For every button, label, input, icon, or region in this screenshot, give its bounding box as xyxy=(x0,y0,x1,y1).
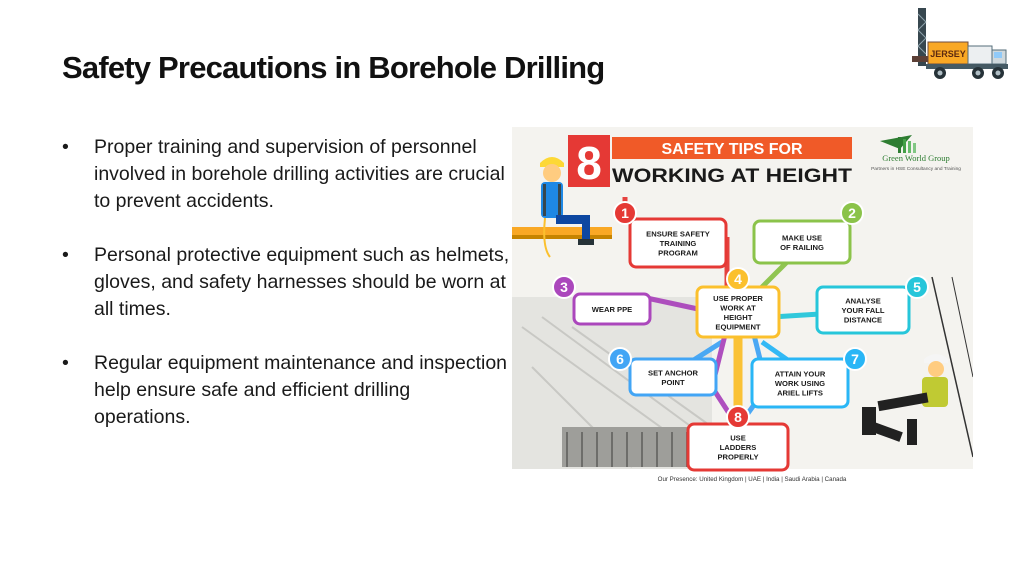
tip-number: 8 xyxy=(734,409,742,425)
tip-number: 4 xyxy=(734,271,742,287)
tip-text: PROGRAM xyxy=(658,248,698,258)
slide-title: Safety Precautions in Borehole Drilling xyxy=(62,50,605,85)
tip-text: OF RAILING xyxy=(780,242,824,252)
tip-text: ENSURE SAFETY xyxy=(646,229,710,239)
tip-number: 5 xyxy=(913,279,921,295)
bullet-marker: • xyxy=(62,136,69,158)
infographic-footer: Our Presence: United Kingdom | UAE | India | Saudi Arabia | Canada xyxy=(657,476,847,483)
tip-text: WEAR PPE xyxy=(591,305,633,314)
bullet-marker: • xyxy=(62,352,69,374)
bullet-text: Regular equipment maintenance and inspection help ensure safe and efficient drilling operations. xyxy=(94,352,508,428)
tip-text: USE xyxy=(730,433,746,443)
bullet-text: Personal protective equipment such as helmets, gloves, and safety harnesses should be worn at all times. xyxy=(94,244,510,320)
tip-text: PROPERLY xyxy=(717,452,759,462)
tip-number: 7 xyxy=(851,351,859,367)
logo-sign-text: JERSEY xyxy=(930,49,966,59)
tip-text: YOUR FALL xyxy=(841,306,885,315)
bullet-item xyxy=(62,134,512,215)
tip-text: EQUIPMENT xyxy=(715,322,761,332)
big-number: 8 xyxy=(576,137,602,189)
tip-number: 6 xyxy=(616,351,624,367)
tip-text: ANALYSE xyxy=(845,296,881,306)
tip-text: ARIEL LIFTS xyxy=(777,388,823,398)
tip-number: 2 xyxy=(848,205,856,221)
header-line1: SAFETY TIPS FOR xyxy=(661,141,803,158)
tip-text: HEIGHT xyxy=(723,312,753,322)
bullet-item xyxy=(62,242,512,323)
brand-tagline: Partners in HSE Consultancy and Training xyxy=(871,167,961,172)
tip-number: 1 xyxy=(621,205,629,221)
tip-text: WORK AT xyxy=(720,303,756,313)
tip-number: 3 xyxy=(560,279,568,295)
bullet-marker: • xyxy=(62,244,69,266)
bullet-list xyxy=(62,134,512,458)
tip-text: USE PROPER xyxy=(713,293,763,303)
tip-text: TRAINING xyxy=(659,239,697,248)
drilling-rig-truck-icon xyxy=(908,6,1012,86)
brand-name: Green World Group xyxy=(882,153,950,163)
tip-text: DISTANCE xyxy=(843,315,883,325)
bullet-text: Proper training and supervision of personnel involved in borehole drilling activities are crucial to prevent accidents. xyxy=(94,136,505,212)
tip-text: WORK USING xyxy=(774,379,826,388)
tip-text: MAKE USE xyxy=(781,233,823,243)
header-line2: WORKING AT HEIGHT xyxy=(612,166,853,187)
bullet-item xyxy=(62,350,512,431)
tip-text: ATTAIN YOUR xyxy=(774,369,826,379)
tip-text: POINT xyxy=(661,377,685,387)
safety-infographic xyxy=(512,127,973,484)
tip-text: SET ANCHOR xyxy=(648,368,698,378)
tip-text: LADDERS xyxy=(719,443,757,452)
